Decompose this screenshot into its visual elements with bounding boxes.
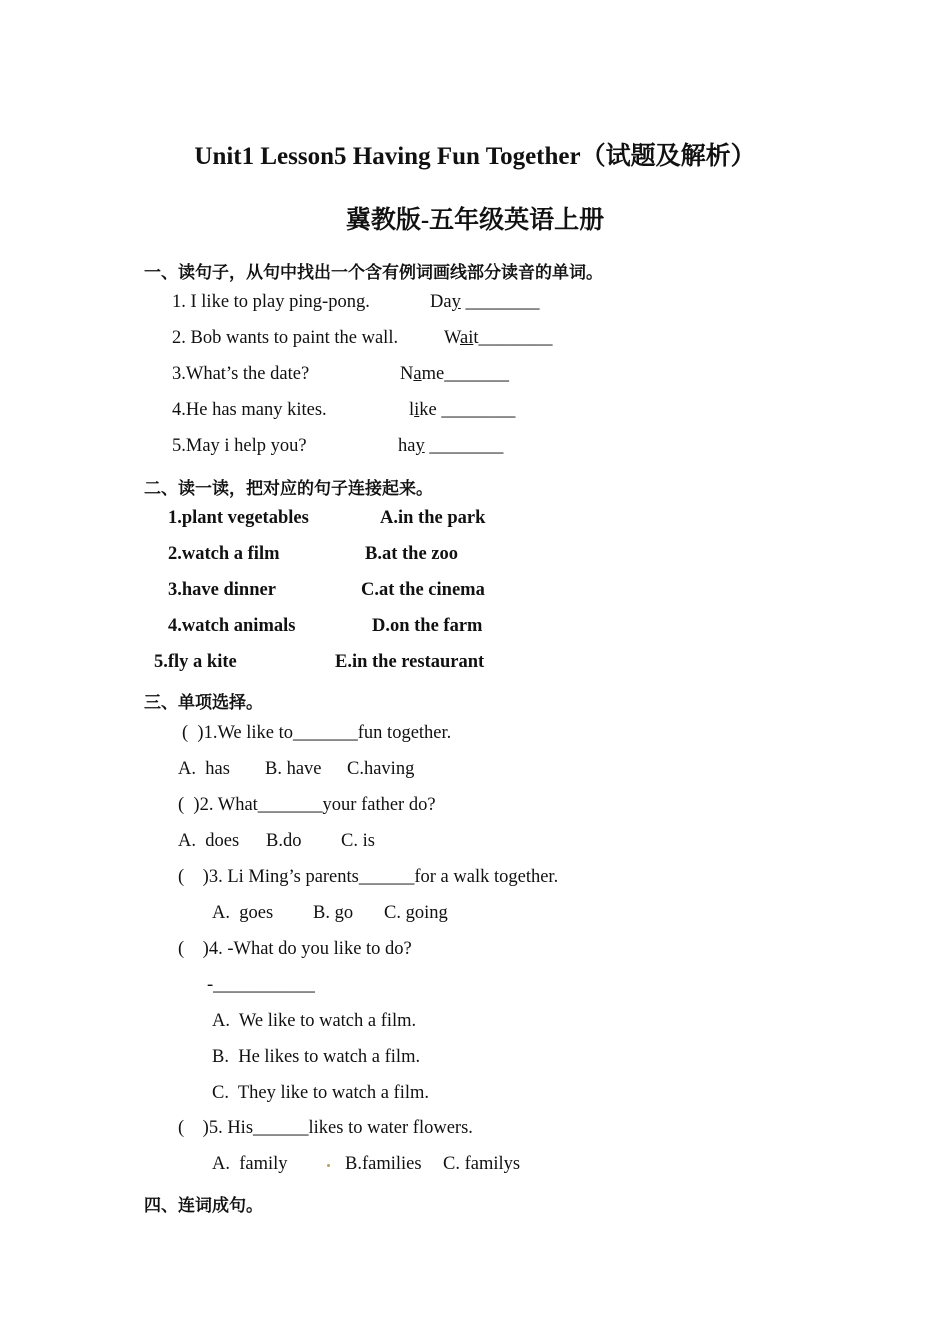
section-2-heading: 二、读一读，把对应的句子连接起来。 [144,479,433,499]
q4-question: ( )4. -What do you like to do? [178,939,412,959]
q4-answer-blank: -___________ [207,975,315,995]
q5-option-b: B.families [345,1154,422,1174]
s1-sentence-1: 1. I like to play ping-pong. [172,292,370,312]
s1-example-3: Name_______ [400,364,509,384]
q3-option-a: A. goes [212,903,274,923]
q3-option-c: C. going [384,903,448,923]
q1-question: ( )1.We like to_______fun together. [182,723,452,743]
q5-option-a: A. family [212,1154,288,1174]
s1-example-2: Wait________ [444,328,553,348]
s2-right-5: E.in the restaurant [335,652,485,672]
s2-left-3: 3.have dinner [168,580,276,600]
q1-option-a: A. has [178,759,230,779]
q4-option-c: C. They like to watch a film. [212,1083,429,1103]
section-3-heading: 三、单项选择。 [144,693,263,713]
s2-left-4: 4.watch animals [168,616,296,636]
section-1-heading: 一、读句子，从句中找出一个含有例词画线部分读音的单词。 [144,263,603,283]
page-title: Unit1 Lesson5 Having Fun Together（试题及解析） [194,143,756,170]
s1-example-4: like ________ [409,400,516,420]
s1-sentence-2: 2. Bob wants to paint the wall. [172,328,399,348]
s2-left-1: 1.plant vegetables [168,508,309,528]
q5-question: ( )5. His______likes to water flowers. [178,1118,473,1138]
q4-option-b: B. He likes to watch a film. [212,1047,421,1067]
s2-left-2: 2.watch a film [168,544,280,564]
s1-sentence-5: 5.May i help you? [172,436,307,456]
q2-option-a: A. does [178,831,240,851]
s2-right-3: C.at the cinema [361,580,485,600]
s1-example-5: hay ________ [398,436,504,456]
q5-option-c: C. familys [443,1154,521,1174]
s1-example-1: Day ________ [430,292,540,312]
page-subtitle: 冀教版-五年级英语上册 [345,207,605,234]
s2-right-2: B.at the zoo [365,544,458,564]
q3-option-b: B. go [313,903,354,923]
s1-sentence-3: 3.What’s the date? [172,364,310,384]
q3-question: ( )3. Li Ming’s parents______for a walk together. [178,867,559,887]
q4-option-a: A. We like to watch a film. [212,1011,417,1031]
q2-question: ( )2. What_______your father do? [178,795,436,815]
s1-sentence-4: 4.He has many kites. [172,400,327,420]
section-4-heading: 四、连词成句。 [144,1196,263,1216]
stray-dot [327,1164,330,1167]
q2-option-c: C. is [341,831,375,851]
s2-right-4: D.on the farm [372,616,483,636]
s2-left-5: 5.fly a kite [154,652,237,672]
s2-right-1: A.in the park [380,508,486,528]
q1-option-c: C.having [347,759,415,779]
q1-option-b: B. have [265,759,322,779]
q2-option-b: B.do [266,831,302,851]
